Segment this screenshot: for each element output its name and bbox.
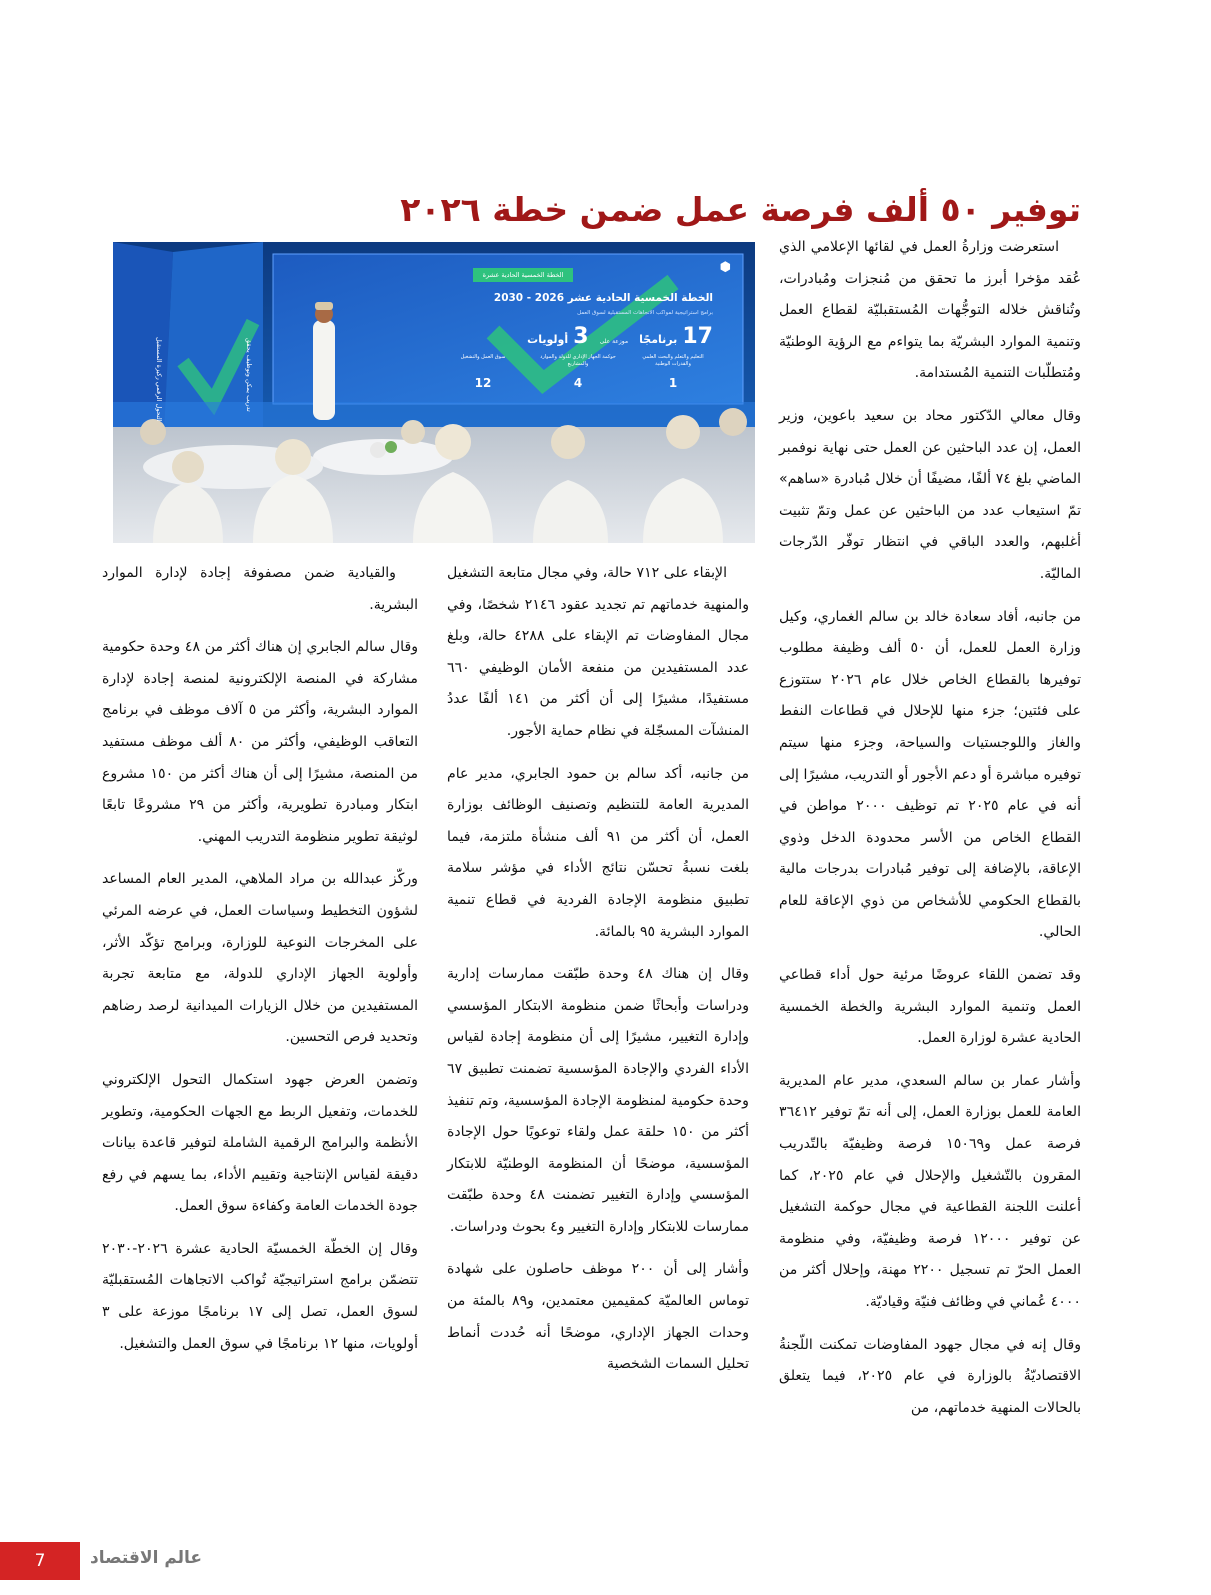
screen-badge: الخطة الخمسية الحادية عشرة [473,268,573,282]
priority-title: سوق العمل والتشغيل [460,354,506,360]
article-title: توفير ٥٠ ألف فرصة عمل ضمن خطة ٢٠٢٦ [400,190,1081,230]
stat-programs-label: برنامجًا [639,333,678,346]
paragraph: والقيادية ضمن مصفوفة إجادة لإدارة الموارد البشرية. [102,565,418,613]
priority-title: حوكمة الجهاز الإداري للدولة والموارد والمشاريع [540,354,616,367]
screen-stats [463,324,713,349]
paragraph: وركّز عبدالله بن مراد الملاهي، المدير العام المساعد لشؤون التخطيط وسياسات العمل، في عرضه المرئي على المخرجات النوعية للوزارة، وبرامج تؤكّد الأثر، وأولوية الجهاز الإداري للدولة، مع متابعة تجربة المستفيدين من خلال الزيارات الميدانية لرصد رضاهم وتحديد فرص التحسين. [102,871,418,1046]
article-photo [113,242,755,543]
stat-distributed: موزعة على [599,338,629,345]
paragraph: وقال سالم الجابري إن هناك أكثر من ٤٨ وحدة حكومية مشاركة في المنصة الإلكترونية لمنصة إجادة لإدارة الموارد البشرية، وأكثر من ٥ آلاف موظف في برنامج التعاقب الوظيفي، وأكثر من ٨٠ ألف موظف مستفيد من المنصة، مشيرًا إلى أن هناك أكثر من ١٥٠ مشروع ابتكار ومبادرة تطويرية، وأكثر من ٢٩ مشروعًا تابعًا لوثيقة تطوير منظومة التدريب المهني. [102,639,419,845]
priority-item [538,354,618,390]
presentation-scene [113,242,755,543]
screen-logo-icon: ⬢ [719,260,731,275]
priority-count: 12 [474,376,492,390]
article-column-1 [779,232,1081,1435]
screen-priorities [443,354,713,390]
paragraph: وقال معالي الدّكتور محاد بن سعيد باعوين، وزير العمل، إن عدد الباحثين عن العمل حتى نهاية نوفمبر الماضي بلغ ٧٤ ألفًا، مضيفًا أن خلال مُبادرة «ساهم» تمّ استيعاب عدد من الباحثين عن عمل وتمّ تثبيت أغلبهم، والعدد الباقي في انتظار توفّر الدّرجات الماليّة. [779,407,1081,582]
left-banner-2: تدريب يمكن وتوظيف يحقق [245,338,253,412]
screen-title: الخطة الخمسية الحادية عشر 2026 - 2030 [493,292,713,304]
priority-item [633,354,713,390]
priority-title: التعليم والتعلم والبحث العلمي والقدرات الوطنية [642,354,704,367]
stat-programs-number: 17 [682,324,713,349]
priority-count: 4 [573,376,583,390]
paragraph: وقد تضمن اللقاء عروضًا مرئية حول أداء قطاعي العمل وتنمية الموارد البشرية والخطة الخمسية الحادية عشرة لوزارة العمل. [779,967,1081,1047]
paragraph: وقال إن الخطّة الخمسيّة الحادية عشرة ٢٠٢٦-٢٠٣٠ تتضمّن برامج استراتيجيّة تُواكب الاتجاهات المُستقبليّة لسوق العمل، تصل إلى ١٧ برنامجًا موزعة على ٣ أولويات، منها ١٢ برنامجًا في سوق العمل والتشغيل. [102,1240,418,1352]
stat-priorities-label: أولويات [527,333,569,346]
screen-subtitle: برامج استراتيجية لمواكب الاتجاهات المستقبلية لسوق العمل [577,310,713,316]
magazine-name: عالم الاقتصاد [90,1548,203,1568]
paragraph: من جانبه، أكد سالم بن حمود الجابري، مدير عام المديرية العامة للتنظيم وتصنيف الوظائف بوزارة العمل، أن أكثر من ٩١ ألف منشأة ملتزمة، فيما بلغت نسبةُ تحسّن نتائج الأداء في مؤشر سلامة تطبيق منظومة الإجادة الفردية في قطاع تنمية الموارد البشرية ٩٥ بالمائة. [447,765,749,940]
page-number: 7 [0,1542,80,1580]
stat-priorities-number: 3 [573,324,589,349]
paragraph: وقال إنه في مجال جهود المفاوضات تمكنت اللّجنةُ الاقتصاديّةُ بالوزارة في عام ٢٠٢٥، فيما يتعلق بالحالات المنهية خدماتهم، من [779,1336,1081,1416]
article-column-2 [447,558,749,1392]
left-banner-1: التحول الرقمي ركيزة المستقبل [155,337,163,422]
paragraph: وأشار إلى أن ٢٠٠ موظف حاصلون على شهادة توماس العالميّة كمقيمين معتمدين، و٨٩ بالمئة من وحدات الجهاز الإداري، موضحًا أنه حُددت أنماط تحليل السمات الشخصية [447,1261,749,1373]
priority-item [443,354,523,390]
paragraph: وأشار عمار بن سالم السعدي، مدير عام المديرية العامة للعمل بوزارة العمل، إلى أنه تمّ توفير ٣٦٤١٢ فرصة عمل و١٥٠٦٩ فرصة وظيفيّة بالتّدريب المقرون بالتّشغيل والإحلال في عام ٢٠٢٥، كما أعلنت اللجنة القطاعية في مجال حوكمة التشغيل عن توفير ١٢٠٠٠ فرصة وظيفيّة، وفي منظومة العمل الحرّ تم تسجيل ٢٢٠٠ مهنة، وإحلال أكثر من ٤٠٠٠ عُماني في وظائف فنيّة وقياديّة. [779,1072,1081,1310]
paragraph: استعرضت وزارةُ العمل في لقائها الإعلامي الذي عُقد مؤخرا أبرز ما تحقق من مُنجزات ومُبادرات، وتُناقش خلاله التوجُّهات المُستقبليّة لقطاع العمل وتنمية الموارد البشريّة بما يتواءم مع الرؤية الوطنيّة ومُتطلّبات التنمية المُستدامة. [779,239,1081,382]
priority-count: 1 [668,376,678,390]
paragraph: الإبقاء على ٧١٢ حالة، وفي مجال متابعة التشغيل والمنهية خدماتهم تم تجديد عقود ٢١٤٦ شخصًا، وفي مجال المفاوضات تم الإبقاء على ٤٢٨٨ حالة، وبلغ عدد المستفيدين من منفعة الأمان الوظيفي ٦٦٠ مستفيدًا، مشيرًا إلى أن أكثر من ١٤١ ألفًا عددُ المنشآت المسجّلة في نظام حماية الأجور. [447,565,750,739]
paragraph: وتضمن العرض جهود استكمال التحول الإلكتروني للخدمات، وتفعيل الربط مع الجهات الحكومية، وتطوير الأنظمة والبرامج الرقمية الشاملة لتوفير قاعدة بيانات دقيقة لقياس الإنتاجية وتقييم الأداء، بما يسهم في رفع جودة الخدمات العامة وكفاءة سوق العمل. [102,1071,418,1215]
paragraph: من جانبه، أفاد سعادة خالد بن سالم الغماري، وكيل وزارة العمل للعمل، أن ٥٠ ألف وظيفة مطلوب توفيرها بالقطاع الخاص خلال عام ٢٠٢٦ ستتوزع على فئتين؛ جزء منها للإحلال في قطاعات النفط والغاز واللوجستيات والسياحة، وجزء منها سيتم توفيره مباشرة أو دعم الأجور أو التدريب، مشيرًا إلى أنه في عام ٢٠٢٥ تم توظيف ٢٠٠٠ مواطن في القطاع الخاص من الأسر محدودة الدخل وذوي الإعاقة، بالإضافة إلى توفير مُبادرات بدرجات مالية بالقطاع الحكومي للأشخاص من ذوي الإعاقة للعام الحالي. [779,608,1082,941]
article-column-3 [102,558,418,1371]
paragraph: وقال إن هناك ٤٨ وحدة طبّقت ممارسات إدارية ودراسات وأبحاثًا ضمن منظومة الابتكار المؤسسي وإدارة التغيير، مشيرًا إلى أن منظومة إجادة لقياس الأداء الفردي والإجادة المؤسسية تضمنت تطبيق ٦٧ وحدة حكومية لمنظومة الإجادة المؤسسية، وتم تنفيذ أكثر من ١٥٠ حلقة عمل ولقاء توعويًا حول الإجادة المؤسسية، موضحًا أن المنظومة الوطنيّة للابتكار المؤسسي وإدارة التغيير تضمنت ٤٨ وحدة طبّقت ممارسات للابتكار وإدارة التغيير و٤ بحوث ودراسات. [447,966,749,1235]
